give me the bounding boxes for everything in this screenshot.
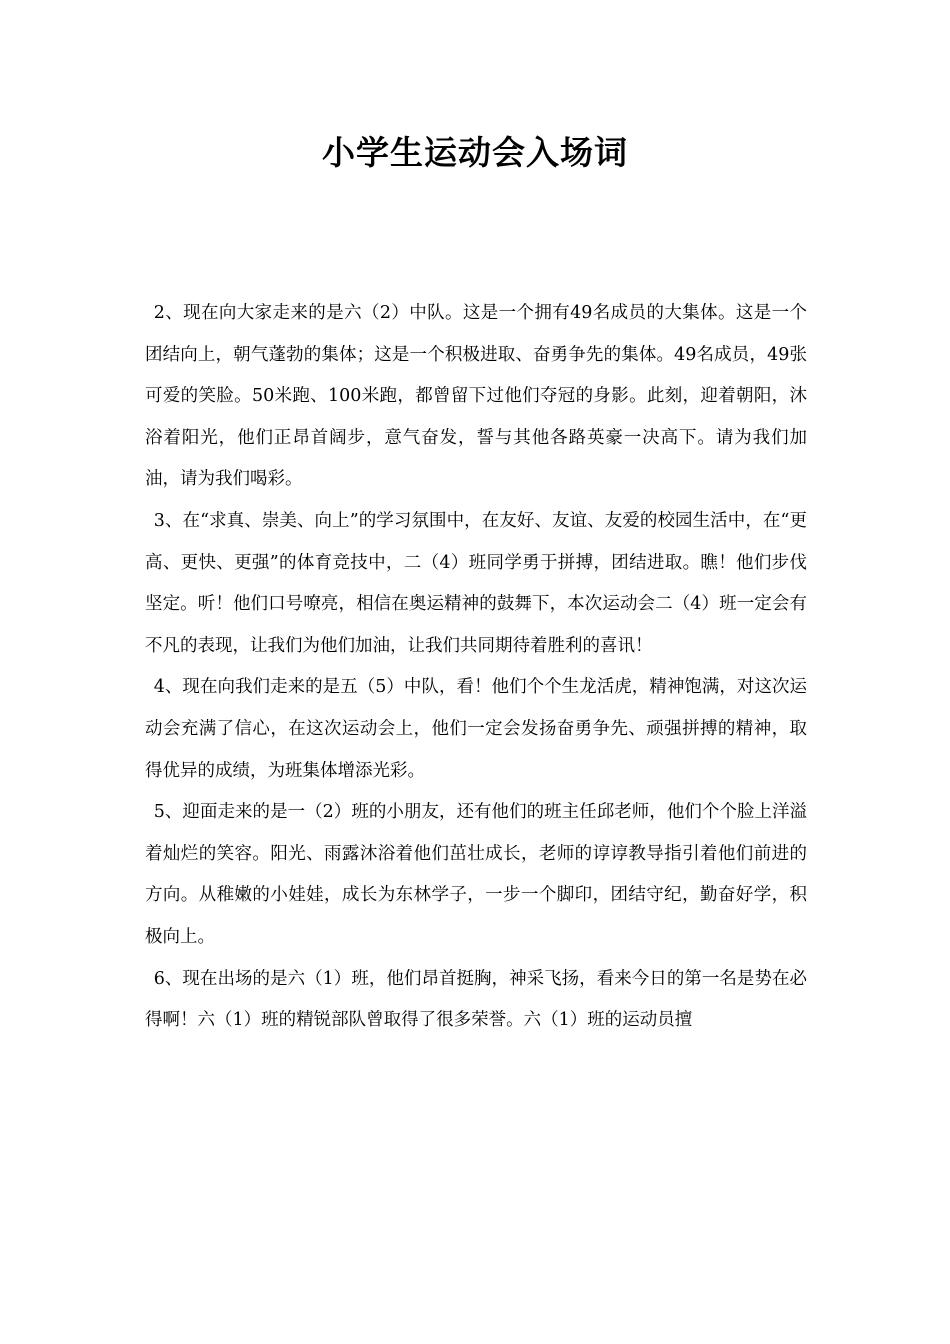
- paragraph-5: 5、迎面走来的是一（2）班的小朋友，还有他们的班主任邱老师，他们个个脸上洋溢着灿烂的笑容。阳光、雨露沐浴着他们茁壮成长，老师的谆谆教导指引着他们前进的方向。从稚嫩的小娃娃，成长为东林学子，一步一个脚印，团结守纪，勤奋好学，积极向上。: [145, 802, 807, 947]
- paragraph-2: 2、现在向大家走来的是六（2）中队。这是一个拥有49名成员的大集体。这是一个团结向上，朝气蓬勃的集体；这是一个积极进取、奋勇争先的集体。49名成员，49张可爱的笑脸。50米跑、100米跑，都曾留下过他们夺冠的身影。此刻，迎着朝阳，沐浴着阳光，他们正昂首阔步，意气奋发，誓与其他各路英豪一决高下。请为我们加油，请为我们喝彩。: [145, 303, 807, 490]
- paragraph-6: 6、现在出场的是六（1）班，他们昂首挺胸，神采飞扬，看来今日的第一名是势在必得啊！六（1）班的精锐部队曾取得了很多荣誉。六（1）班的运动员擅: [145, 968, 807, 1031]
- paragraph-3: 3、在“求真、崇美、向上”的学习氛围中，在友好、友谊、友爱的校园生活中，在“更高、更快、更强”的体育竞技中，二（4）班同学勇于拼搏，团结进取。瞧！他们步伐坚定。听！他们口号嘹亮，相信在奥运精神的鼓舞下，本次运动会二（4）班一定会有不凡的表现，让我们为他们加油，让我们共同期待着胜利的喜讯！: [145, 510, 807, 656]
- paragraph-4: 4、现在向我们走来的是五（5）中队，看！他们个个生龙活虎，精神饱满，对这次运动会充满了信心，在这次运动会上，他们一定会发扬奋勇争先、顽强拼搏的精神，取得优异的成绩，为班集体增添光彩。: [145, 677, 807, 781]
- document-body: [145, 293, 807, 1042]
- document-title: 小学生运动会入场词: [322, 133, 628, 172]
